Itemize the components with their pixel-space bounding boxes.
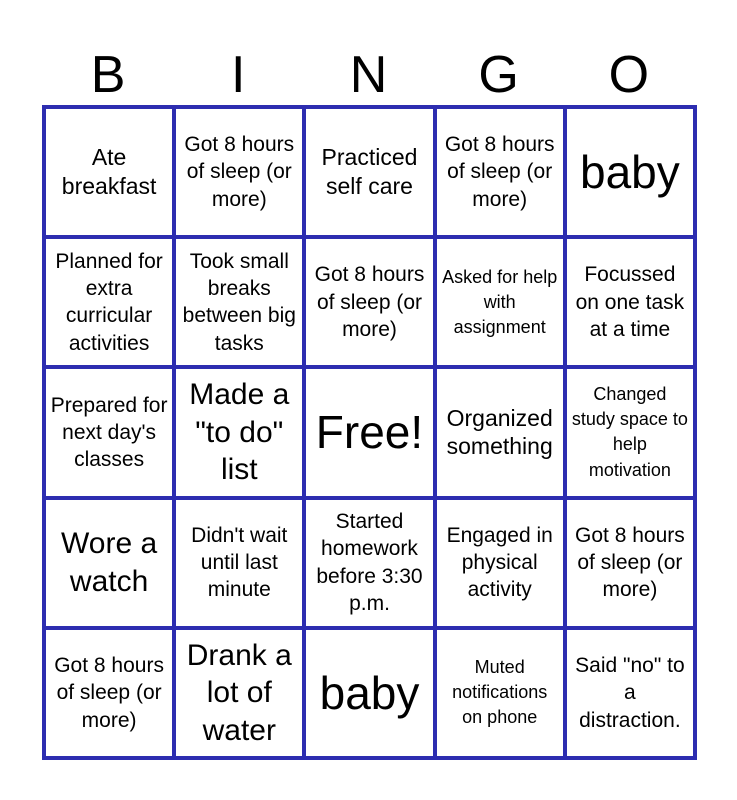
bingo-cell-r3-c2[interactable] [174, 367, 304, 497]
bingo-cell-r2-c4[interactable] [435, 237, 565, 367]
cell-text: Got 8 hours of sleep (or more) [444, 133, 555, 211]
cell-text: Got 8 hours of sleep (or more) [314, 263, 425, 341]
cell-text: Asked for help with assignment [442, 266, 558, 337]
free-space: Free! [315, 406, 424, 459]
bingo-cell-r5-c2[interactable] [174, 628, 304, 758]
cell-text: baby [580, 146, 680, 199]
bingo-cell-r3-c4[interactable] [435, 367, 565, 497]
bingo-cell-r1-c2[interactable] [174, 107, 304, 237]
cell-text: Muted notifications on phone [452, 657, 548, 728]
bingo-cell-r4-c4[interactable] [435, 498, 565, 628]
bingo-cell-r3-c3[interactable] [304, 367, 434, 497]
header-letter-b: B [90, 46, 126, 104]
cell-text: Wore a watch [61, 527, 158, 598]
bingo-cell-r5-c3[interactable] [304, 628, 434, 758]
bingo-cell-r5-c5[interactable] [565, 628, 695, 758]
bingo-cell-r3-c5[interactable] [565, 367, 695, 497]
cell-text: Got 8 hours of sleep (or more) [54, 653, 164, 732]
cell-text: Focussed on one task at a time [575, 263, 685, 341]
header-letter-o: O [608, 46, 650, 104]
cell-text: Ate breakfast [61, 144, 157, 200]
bingo-cell-r2-c2[interactable] [174, 237, 304, 367]
bingo-cell-r4-c2[interactable] [174, 498, 304, 628]
bingo-cell-r2-c5[interactable] [565, 237, 695, 367]
bingo-cell-r4-c5[interactable] [565, 498, 695, 628]
cell-text: Made a "to do" list [189, 378, 290, 487]
bingo-cell-r1-c4[interactable] [435, 107, 565, 237]
cell-text: Planned for extra curricular activities [55, 249, 163, 355]
bingo-cell-r5-c1[interactable] [44, 628, 174, 758]
bingo-cell-r1-c1[interactable] [44, 107, 174, 237]
cell-text: Started homework before 3:30 p.m. [316, 510, 423, 615]
cell-text: Got 8 hours of sleep (or more) [575, 523, 685, 602]
cell-text: Said "no" to a distraction. [575, 653, 685, 732]
bingo-cell-r2-c1[interactable] [44, 237, 174, 367]
cell-text: Didn't wait until last minute [191, 523, 288, 602]
cell-text: Engaged in physical activity [446, 523, 553, 602]
header-letter-i: I [231, 46, 246, 104]
cell-text: Drank a lot of water [186, 638, 292, 747]
bingo-cell-r5-c4[interactable] [435, 628, 565, 758]
bingo-header [43, 44, 694, 106]
bingo-cell-r1-c3[interactable] [304, 107, 434, 237]
header-letter-g: G [478, 46, 519, 104]
cell-text: Got 8 hours of sleep (or more) [184, 133, 295, 211]
cell-text: Prepared for next day's classes [50, 393, 168, 472]
bingo-cell-r4-c3[interactable] [304, 498, 434, 628]
bingo-cell-r2-c3[interactable] [304, 237, 434, 367]
cell-text: Organized something [446, 404, 553, 460]
cell-text: baby [319, 666, 420, 719]
cell-text: Took small breaks between big tasks [182, 249, 296, 355]
bingo-cell-r1-c5[interactable] [565, 107, 695, 237]
cell-text: Changed study space to help motivation [571, 384, 688, 480]
bingo-board [42, 105, 697, 760]
cell-text: Practiced self care [321, 144, 418, 200]
bingo-cell-r3-c1[interactable] [44, 367, 174, 497]
bingo-cell-r4-c1[interactable] [44, 498, 174, 628]
header-letter-n: N [349, 46, 388, 104]
